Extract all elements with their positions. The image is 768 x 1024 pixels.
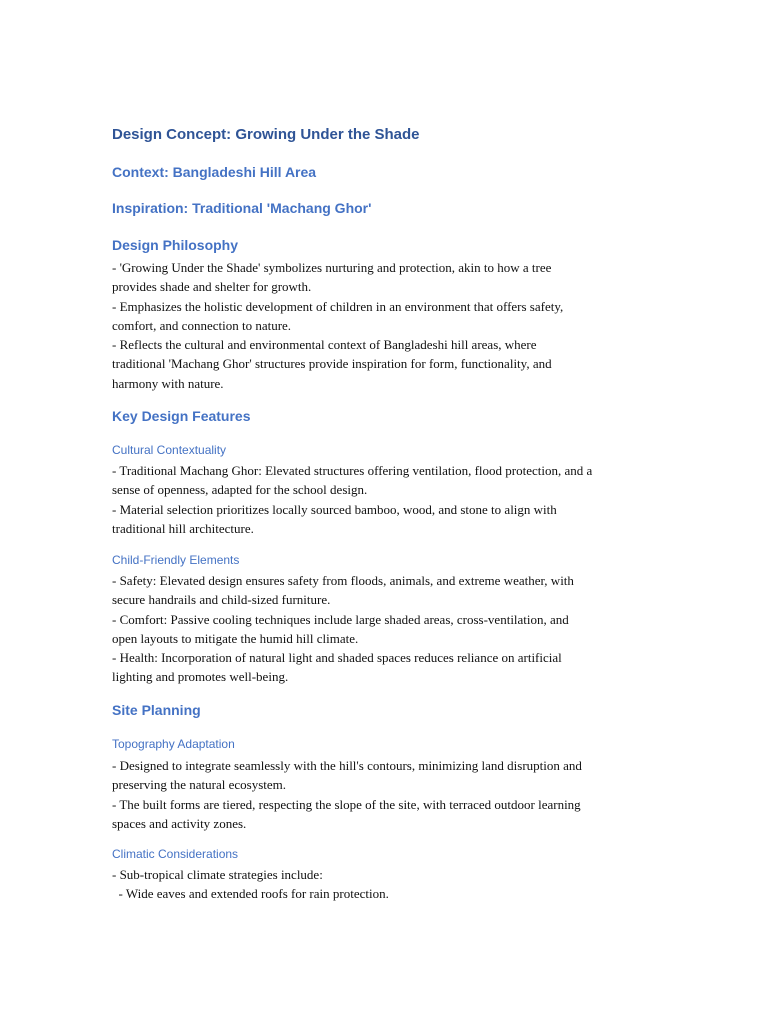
text-line: harmony with nature. bbox=[112, 375, 224, 391]
text-line: - Designed to integrate seamlessly with the hill's contours, minimizing land disruption and bbox=[112, 758, 582, 773]
document-page bbox=[112, 0, 672, 1024]
text-line: - The built forms are tiered, respecting the slope of the site, with terraced outdoor learning bbox=[112, 796, 581, 812]
text-line: lighting and promotes well-being. bbox=[112, 669, 289, 685]
topography-adaptation-heading: Topography Adaptation bbox=[112, 737, 235, 751]
child-friendly-elements-body bbox=[112, 571, 672, 687]
text-line: - 'Growing Under the Shade' symbolizes nurturing and protection, akin to how a tree bbox=[112, 260, 552, 275]
text-line: - Emphasizes the holistic development of children in an environment that offers safety, bbox=[112, 298, 564, 314]
inspiration-heading: Inspiration: Traditional 'Machang Ghor' bbox=[112, 200, 372, 216]
design-philosophy-body bbox=[112, 258, 672, 393]
child-friendly-elements-heading: Child-Friendly Elements bbox=[112, 553, 240, 567]
text-line: sense of openness, adapted for the school design. bbox=[112, 482, 368, 498]
topography-adaptation-body bbox=[112, 756, 672, 833]
text-line: open layouts to mitigate the humid hill climate. bbox=[112, 630, 359, 646]
text-line: preserving the natural ecosystem. bbox=[112, 777, 286, 793]
cultural-contextuality-body bbox=[112, 461, 672, 538]
climatic-considerations-heading: Climatic Considerations bbox=[112, 847, 239, 861]
document-title: Design Concept: Growing Under the Shade bbox=[112, 126, 420, 143]
design-philosophy-heading: Design Philosophy bbox=[112, 237, 239, 253]
cultural-contextuality-heading: Cultural Contextuality bbox=[112, 443, 227, 457]
context-heading: Context: Bangladeshi Hill Area bbox=[112, 164, 317, 180]
text-line: provides shade and shelter for growth. bbox=[112, 279, 312, 295]
text-line: traditional 'Machang Ghor' structures provide inspiration for form, functionality, and bbox=[112, 356, 552, 372]
text-line: - Safety: Elevated design ensures safety from floods, animals, and extreme weather, with bbox=[112, 573, 574, 588]
text-line: - Health: Incorporation of natural light and shaded spaces reduces reliance on artificial bbox=[112, 650, 562, 666]
text-line: - Comfort: Passive cooling techniques include large shaded areas, cross-ventilation, and bbox=[112, 611, 569, 627]
text-line: secure handrails and child-sized furniture. bbox=[112, 592, 331, 608]
text-line: - Reflects the cultural and environmental context of Bangladeshi hill areas, where bbox=[112, 337, 537, 353]
text-line: - Sub-tropical climate strategies include: bbox=[112, 867, 323, 882]
text-line: - Traditional Machang Ghor: Elevated structures offering ventilation, flood protection, and a bbox=[112, 463, 593, 478]
text-line: - Material selection prioritizes locally sourced bamboo, wood, and stone to align with bbox=[112, 501, 557, 517]
text-line: comfort, and connection to nature. bbox=[112, 317, 292, 333]
climatic-considerations-body bbox=[112, 865, 672, 904]
text-line: - Wide eaves and extended roofs for rain protection. bbox=[112, 886, 389, 902]
key-design-features-heading: Key Design Features bbox=[112, 408, 251, 424]
text-line: traditional hill architecture. bbox=[112, 520, 254, 536]
text-line: spaces and activity zones. bbox=[112, 815, 247, 831]
site-planning-heading: Site Planning bbox=[112, 702, 201, 718]
